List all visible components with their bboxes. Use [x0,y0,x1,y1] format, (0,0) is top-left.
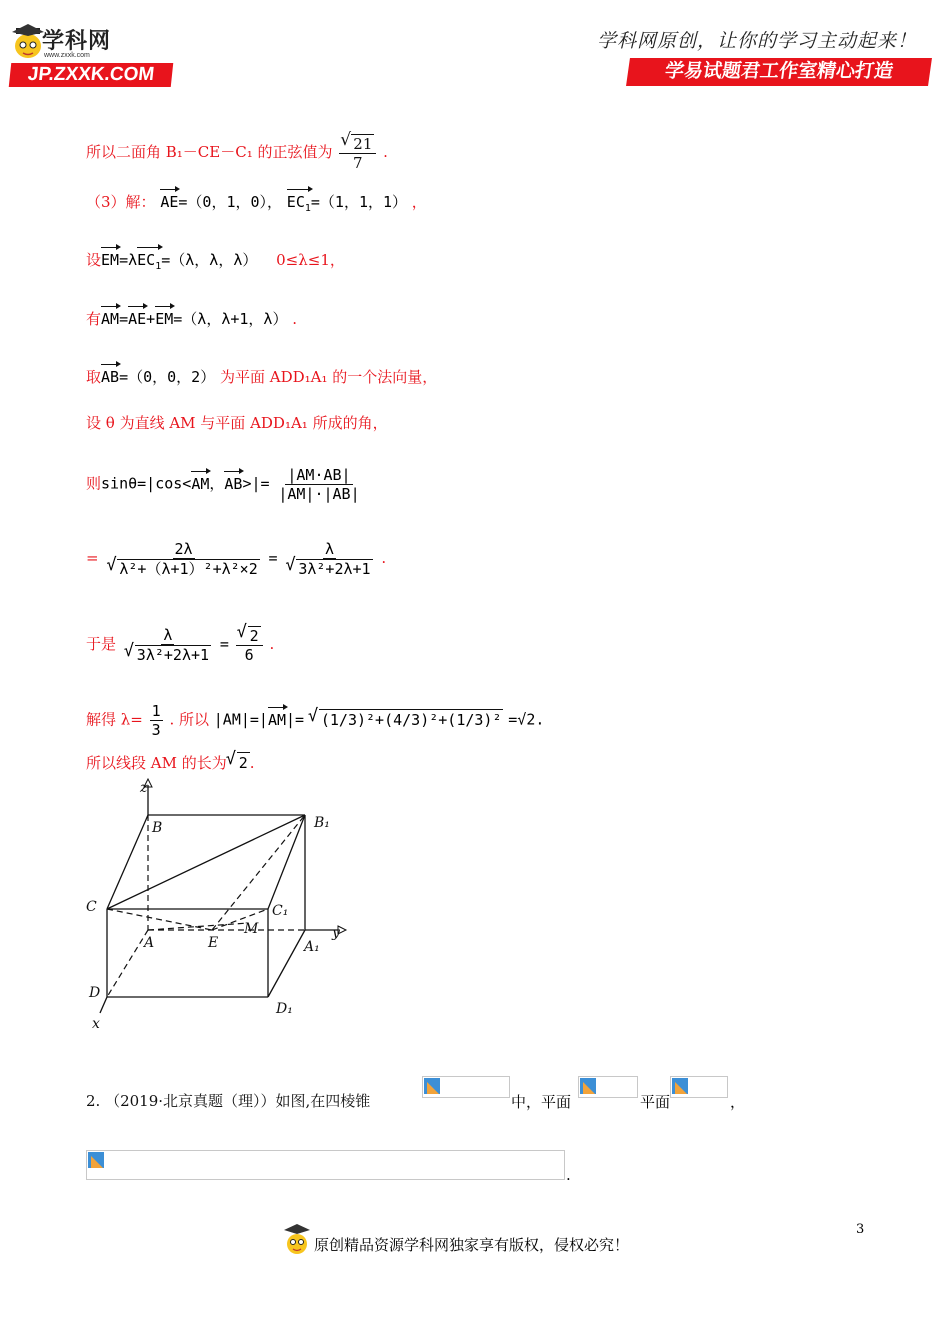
q2-text-end: ， [730,1093,746,1111]
label-e: E [208,935,219,951]
solution-line-5: 取AB=（0，0，2） 为平面 ADD₁A₁ 的一个法向量， [86,368,438,386]
footer-copyright: 原创精品资源学科网独家享有版权，侵权必究！ [314,1236,630,1254]
vec-ec1: $EC_1$ [287,192,311,219]
solution-line-9: 于是 λ √ 3λ²+2λ+1 = √ $\frac{2}{6}$ . [86,626,274,664]
formula-image-4 [86,1150,565,1180]
formula-image-3 [670,1076,728,1098]
page-number: 3 [856,1222,865,1237]
label-a1: A₁ [304,939,320,955]
q2-text-mid2: 平面 [640,1093,671,1111]
solution-line-3: 设EM=λEC$_1$=（λ，λ，λ） 0≤λ≤1， [86,250,345,277]
formula-image-1 [422,1076,510,1098]
label-b: B [152,820,163,836]
solution-line-6: 设 θ 为直线 AM 与平面 ADD₁A₁ 所成的角， [86,414,388,432]
image-placeholder-icon [672,1078,688,1094]
logo-site[interactable]: JP.ZXXK.COM [9,63,174,87]
banner: 学易试题君工作室精心打造 [626,58,932,86]
label-d1: D₁ [276,1001,293,1017]
solution-line-1: 所以二面角 B₁－CE－C₁ 的正弦值为 √ $\frac{21}{7}$ . [86,134,388,172]
solution-line-11: 所以线段 AM 的长为√ 2 . [86,752,255,773]
q2-text-mid1: 中，平面 [511,1093,572,1111]
slogan: 学科网原创，让你的学习主动起来！ [597,30,918,52]
label-d: D [89,985,101,1001]
logo-small: www.zxxk.com [44,52,90,59]
image-placeholder-icon [88,1152,104,1168]
label-y: y [332,925,340,941]
solution-line-4: 有AM=AE+EM=（λ，λ+1，λ） . [86,310,298,328]
label-a: A [144,935,155,951]
formula-image-2 [578,1076,638,1098]
logo-cn: 学科网 [42,28,112,53]
label-c: C [86,899,97,915]
label-z: z [140,780,148,796]
question-2: 2. （2019·北京真题（理））如图,在四棱锥 [86,1092,371,1110]
solution-line-8: = 2λ √ λ²+（λ+1）²+λ²×2 = λ √ 3λ²+2λ+1 . [86,540,386,578]
solution-line-7: 则sinθ=|cos<AM，AB>|= $\frac{|AM\cdot AB|}{|AM|\cdot|AB|}$ [86,466,360,503]
geometry-figure [80,775,360,1035]
image-placeholder-icon [580,1078,596,1094]
q2-text-dot: . [566,1166,571,1184]
solution-line-10: 解得 λ= $\frac{1}{3}$ . 所以 |AM|=|AM|= √ (1/3)²+(4/3)²+(1/3)² =√2. [86,702,544,739]
label-x: x [92,1016,100,1032]
label-c1: C₁ [272,903,289,919]
footer-mascot-icon [282,1222,312,1258]
label-b1: B₁ [314,815,330,831]
image-placeholder-icon [424,1078,440,1094]
solution-line-2: （3）解： AE=（0，1，0）， $EC_1=(1$，1，1） ， [86,192,427,219]
label-m: M [244,921,259,937]
